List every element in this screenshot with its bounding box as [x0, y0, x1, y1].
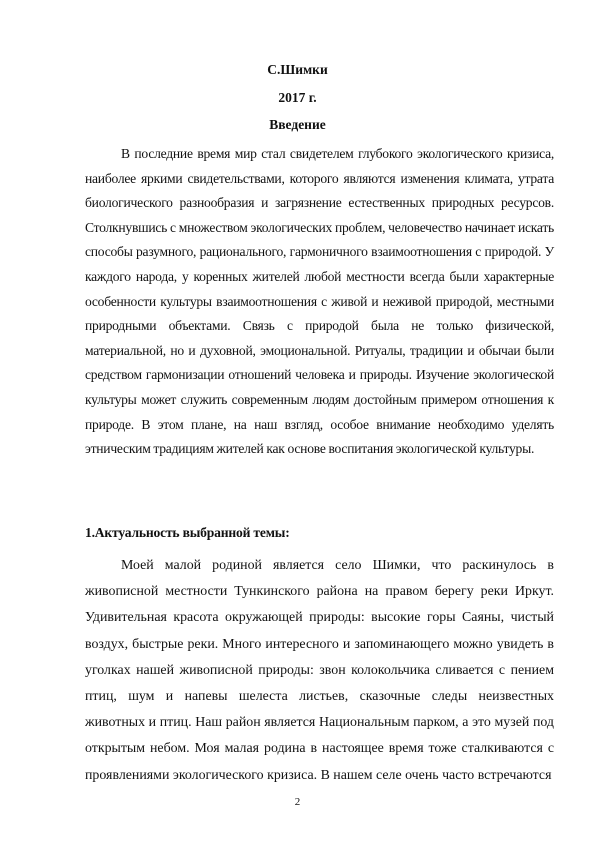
page-number: 2	[294, 796, 301, 808]
intro-section	[85, 142, 554, 462]
relevance-paragraph: Моей малой родиной является село Шимки, что раскинулось в живописной местности Тункинского района на правом берегу реки Иркут. Удивительная красота окружающей природы: высокие горы Саяны, чистый воздух, быстрые реки. Много интересного и запоминающего можно увидеть в уголках нашей живописной природы: звон колокольчика сливается с пением птиц, шум и напевы шелеста листьев, сказочные следы неизвестных животных и птиц. Наш район является Национальным парком, а это музей под открытым небом. Моя малая родина в настоящее время тоже сталкиваются с проявлениями экологического кризиса. В нашем селе очень часто встречаются	[85, 558, 554, 783]
author-line: С.Шимки	[267, 62, 328, 77]
relevance-section	[85, 553, 554, 789]
section-heading: 1.Актуальность выбранной темы:	[85, 525, 290, 540]
year-line: 2017 г.	[278, 90, 317, 105]
intro-paragraph: В последние время мир стал свидетелем глубокого экологического кризиса, наиболее яркими свидетельствами, которого являются изменения климата, утрата биологического разнообразия и загрязнение естественных природных ресурсов. Столкнувшись с множеством экологических проблем, человечество начинает искать способы разумного, рационального, гармоничного взаимоотношения с природой. У каждого народа, у коренных жителей любой местности всегда были характерные особенности культуры взаимоотношения с живой и неживой природой, местными природными объектами. Связь с природой была не только физической, материальной, но и духовной, эмоциональной. Ритуалы, традиции и обычаи были средством гармонизации отношений человека и природы. Изучение экологической культуры может служить современным людям достойным примером отношения к природе. В этом плане, на наш взгляд, особое внимание необходимо уделять этническим традициям жителей как основе воспитания экологической культуры.	[85, 146, 554, 457]
section-title: Введение	[269, 117, 326, 132]
